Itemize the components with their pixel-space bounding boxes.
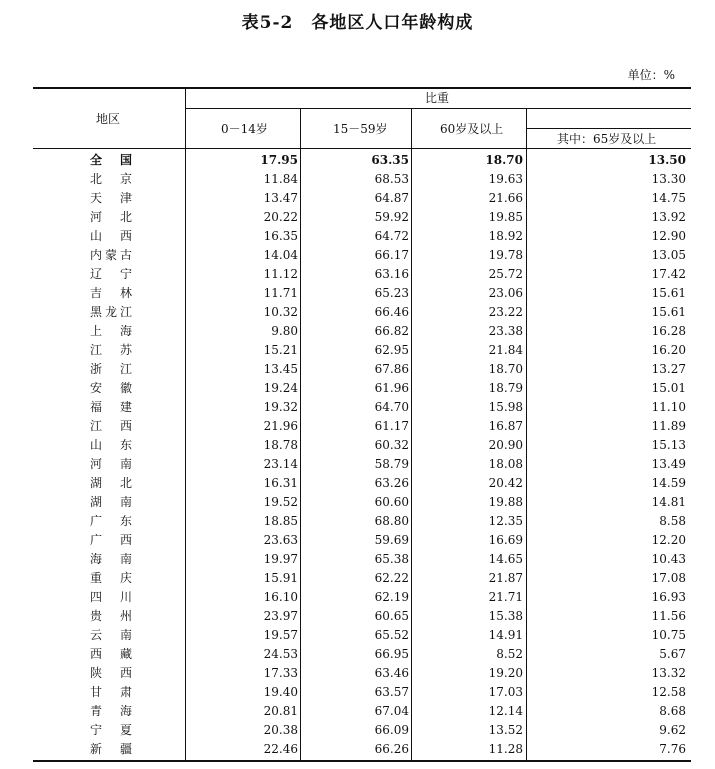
value-15-59: 60.65 xyxy=(374,609,409,623)
region-name: 上 海 xyxy=(90,324,132,338)
value-15-59: 63.35 xyxy=(371,153,409,167)
table-row xyxy=(0,341,715,360)
region-name: 天 津 xyxy=(90,191,132,205)
value-15-59: 66.17 xyxy=(374,248,409,262)
table-row xyxy=(0,398,715,417)
region-name: 山 西 xyxy=(90,229,132,243)
table-row xyxy=(0,360,715,379)
region-name: 宁 夏 xyxy=(90,723,132,737)
value-15-59: 66.09 xyxy=(374,723,409,737)
value-65-plus: 12.20 xyxy=(651,533,686,547)
value-60-plus: 23.38 xyxy=(488,324,523,338)
value-65-plus: 11.56 xyxy=(651,609,686,623)
table-row xyxy=(0,417,715,436)
region-name: 贵 州 xyxy=(90,609,132,623)
region-name: 云 南 xyxy=(90,628,132,642)
header-sub65-rule xyxy=(526,128,691,129)
value-65-plus: 14.59 xyxy=(651,476,686,490)
table-row xyxy=(0,512,715,531)
value-65-plus: 13.05 xyxy=(651,248,686,262)
value-0-14: 18.85 xyxy=(263,514,298,528)
value-15-59: 67.04 xyxy=(374,704,409,718)
table-top-rule xyxy=(33,87,691,89)
value-15-59: 63.16 xyxy=(374,267,409,281)
region-name: 内蒙古 xyxy=(90,248,132,262)
region-name: 安 徽 xyxy=(90,381,132,395)
region-name: 重 庆 xyxy=(90,571,132,585)
header-ratio: 比重 xyxy=(425,91,450,105)
header-15-59: 15－59岁 xyxy=(333,122,388,136)
value-65-plus: 5.67 xyxy=(659,647,686,661)
region-name: 陕 西 xyxy=(90,666,132,680)
value-65-plus: 13.30 xyxy=(651,172,686,186)
value-65-plus: 10.43 xyxy=(651,552,686,566)
header-0-14: 0－14岁 xyxy=(221,122,268,136)
value-60-plus: 19.63 xyxy=(488,172,523,186)
value-15-59: 66.82 xyxy=(374,324,409,338)
value-0-14: 11.71 xyxy=(263,286,298,300)
table-row xyxy=(0,189,715,208)
table-row xyxy=(0,683,715,702)
header-region: 地区 xyxy=(96,112,121,126)
value-15-59: 64.70 xyxy=(374,400,409,414)
value-60-plus: 18.92 xyxy=(488,229,523,243)
region-name: 湖 南 xyxy=(90,495,132,509)
value-65-plus: 10.75 xyxy=(651,628,686,642)
value-0-14: 14.04 xyxy=(263,248,298,262)
value-15-59: 58.79 xyxy=(374,457,409,471)
table-row xyxy=(0,645,715,664)
value-0-14: 20.22 xyxy=(263,210,298,224)
table-row xyxy=(0,455,715,474)
table-row xyxy=(0,569,715,588)
value-0-14: 21.96 xyxy=(263,419,298,433)
value-15-59: 66.95 xyxy=(374,647,409,661)
region-name: 广 西 xyxy=(90,533,132,547)
region-name: 海 南 xyxy=(90,552,132,566)
value-65-plus: 13.49 xyxy=(651,457,686,471)
value-65-plus: 15.61 xyxy=(651,305,686,319)
value-0-14: 9.80 xyxy=(271,324,298,338)
value-60-plus: 23.22 xyxy=(488,305,523,319)
value-65-plus: 11.89 xyxy=(651,419,686,433)
table-row xyxy=(0,170,715,189)
table-row xyxy=(0,626,715,645)
value-0-14: 19.57 xyxy=(263,628,298,642)
value-0-14: 15.91 xyxy=(263,571,298,585)
value-0-14: 13.45 xyxy=(263,362,298,376)
value-65-plus: 16.93 xyxy=(651,590,686,604)
value-60-plus: 19.85 xyxy=(488,210,523,224)
value-60-plus: 18.70 xyxy=(485,153,523,167)
region-name: 黑龙江 xyxy=(90,305,132,319)
value-0-14: 24.53 xyxy=(263,647,298,661)
table-row xyxy=(0,227,715,246)
value-15-59: 65.38 xyxy=(374,552,409,566)
value-15-59: 68.53 xyxy=(374,172,409,186)
header-subrule xyxy=(185,108,691,109)
value-60-plus: 18.08 xyxy=(488,457,523,471)
value-65-plus: 14.81 xyxy=(651,495,686,509)
value-65-plus: 11.10 xyxy=(651,400,686,414)
value-0-14: 20.38 xyxy=(263,723,298,737)
value-65-plus: 15.61 xyxy=(651,286,686,300)
table-row xyxy=(0,664,715,683)
value-15-59: 63.26 xyxy=(374,476,409,490)
value-60-plus: 19.20 xyxy=(488,666,523,680)
value-0-14: 19.52 xyxy=(263,495,298,509)
value-60-plus: 18.79 xyxy=(488,381,523,395)
table-row xyxy=(0,379,715,398)
table-bottom-rule xyxy=(33,760,691,762)
value-60-plus: 16.69 xyxy=(488,533,523,547)
value-65-plus: 16.28 xyxy=(651,324,686,338)
value-15-59: 65.23 xyxy=(374,286,409,300)
region-name: 辽 宁 xyxy=(90,267,132,281)
value-60-plus: 8.52 xyxy=(496,647,523,661)
value-0-14: 11.84 xyxy=(263,172,298,186)
value-15-59: 59.92 xyxy=(374,210,409,224)
table-row xyxy=(0,474,715,493)
table-row xyxy=(0,208,715,227)
value-0-14: 19.97 xyxy=(263,552,298,566)
value-0-14: 13.47 xyxy=(263,191,298,205)
value-15-59: 59.69 xyxy=(374,533,409,547)
value-0-14: 16.31 xyxy=(263,476,298,490)
value-0-14: 15.21 xyxy=(263,343,298,357)
value-65-plus: 15.13 xyxy=(651,438,686,452)
unit-label: 单位：% xyxy=(627,68,675,82)
table-row xyxy=(0,702,715,721)
value-60-plus: 21.87 xyxy=(488,571,523,585)
value-65-plus: 16.20 xyxy=(651,343,686,357)
value-65-plus: 13.32 xyxy=(651,666,686,680)
region-name: 福 建 xyxy=(90,400,132,414)
value-15-59: 62.95 xyxy=(374,343,409,357)
value-60-plus: 21.66 xyxy=(488,191,523,205)
value-0-14: 18.78 xyxy=(263,438,298,452)
value-15-59: 64.87 xyxy=(374,191,409,205)
table-row xyxy=(0,493,715,512)
table-row xyxy=(0,721,715,740)
value-15-59: 65.52 xyxy=(374,628,409,642)
value-65-plus: 17.42 xyxy=(651,267,686,281)
value-0-14: 16.35 xyxy=(263,229,298,243)
region-name: 新 疆 xyxy=(90,742,132,756)
value-0-14: 19.24 xyxy=(263,381,298,395)
table-body xyxy=(0,151,715,759)
value-65-plus: 15.01 xyxy=(651,381,686,395)
value-60-plus: 12.14 xyxy=(488,704,523,718)
region-name: 江 西 xyxy=(90,419,132,433)
region-name: 广 东 xyxy=(90,514,132,528)
value-0-14: 23.63 xyxy=(263,533,298,547)
value-0-14: 10.32 xyxy=(263,305,298,319)
value-60-plus: 11.28 xyxy=(488,742,523,756)
value-15-59: 61.96 xyxy=(374,381,409,395)
value-0-14: 22.46 xyxy=(263,742,298,756)
value-60-plus: 17.03 xyxy=(488,685,523,699)
value-15-59: 62.19 xyxy=(374,590,409,604)
region-name: 四 川 xyxy=(90,590,132,604)
header-60-plus: 60岁及以上 xyxy=(440,122,504,136)
value-15-59: 68.80 xyxy=(374,514,409,528)
table-row xyxy=(0,436,715,455)
region-name: 江 苏 xyxy=(90,343,132,357)
header-65-plus: 其中：65岁及以上 xyxy=(557,132,657,146)
value-65-plus: 13.27 xyxy=(651,362,686,376)
region-name: 浙 江 xyxy=(90,362,132,376)
value-0-14: 17.33 xyxy=(263,666,298,680)
value-60-plus: 15.98 xyxy=(488,400,523,414)
region-name: 湖 北 xyxy=(90,476,132,490)
value-15-59: 60.60 xyxy=(374,495,409,509)
value-15-59: 64.72 xyxy=(374,229,409,243)
value-0-14: 16.10 xyxy=(263,590,298,604)
value-60-plus: 20.90 xyxy=(488,438,523,452)
table-row xyxy=(0,550,715,569)
value-0-14: 11.12 xyxy=(263,267,298,281)
table-row xyxy=(0,740,715,759)
region-name: 河 南 xyxy=(90,457,132,471)
table-row xyxy=(0,284,715,303)
value-60-plus: 15.38 xyxy=(488,609,523,623)
value-65-plus: 17.08 xyxy=(651,571,686,585)
value-60-plus: 23.06 xyxy=(488,286,523,300)
value-15-59: 60.32 xyxy=(374,438,409,452)
value-15-59: 63.46 xyxy=(374,666,409,680)
region-name: 全 国 xyxy=(90,153,132,167)
value-0-14: 19.40 xyxy=(263,685,298,699)
region-name: 北 京 xyxy=(90,172,132,186)
value-0-14: 17.95 xyxy=(260,153,298,167)
value-60-plus: 25.72 xyxy=(488,267,523,281)
value-15-59: 67.86 xyxy=(374,362,409,376)
value-60-plus: 21.84 xyxy=(488,343,523,357)
table-row xyxy=(0,322,715,341)
value-0-14: 23.14 xyxy=(263,457,298,471)
value-60-plus: 12.35 xyxy=(488,514,523,528)
value-65-plus: 12.90 xyxy=(651,229,686,243)
table-row xyxy=(0,151,715,170)
value-65-plus: 13.92 xyxy=(651,210,686,224)
value-60-plus: 13.52 xyxy=(488,723,523,737)
value-65-plus: 8.68 xyxy=(659,704,686,718)
value-0-14: 23.97 xyxy=(263,609,298,623)
value-15-59: 66.26 xyxy=(374,742,409,756)
table-row xyxy=(0,303,715,322)
value-60-plus: 21.71 xyxy=(488,590,523,604)
value-0-14: 20.81 xyxy=(263,704,298,718)
table-row xyxy=(0,265,715,284)
region-name: 河 北 xyxy=(90,210,132,224)
value-15-59: 63.57 xyxy=(374,685,409,699)
value-15-59: 62.22 xyxy=(374,571,409,585)
value-65-plus: 8.58 xyxy=(659,514,686,528)
value-65-plus: 7.76 xyxy=(659,742,686,756)
value-60-plus: 19.78 xyxy=(488,248,523,262)
region-name: 甘 肃 xyxy=(90,685,132,699)
value-60-plus: 16.87 xyxy=(488,419,523,433)
value-65-plus: 12.58 xyxy=(651,685,686,699)
table-row xyxy=(0,246,715,265)
value-0-14: 19.32 xyxy=(263,400,298,414)
value-60-plus: 19.88 xyxy=(488,495,523,509)
value-65-plus: 14.75 xyxy=(651,191,686,205)
table-row xyxy=(0,607,715,626)
value-65-plus: 13.50 xyxy=(648,153,686,167)
table-row xyxy=(0,588,715,607)
value-15-59: 61.17 xyxy=(374,419,409,433)
value-60-plus: 14.91 xyxy=(488,628,523,642)
region-name: 青 海 xyxy=(90,704,132,718)
region-name: 西 藏 xyxy=(90,647,132,661)
value-60-plus: 20.42 xyxy=(488,476,523,490)
header-bottom-rule xyxy=(33,148,691,149)
region-name: 吉 林 xyxy=(90,286,132,300)
table-row xyxy=(0,531,715,550)
value-65-plus: 9.62 xyxy=(659,723,686,737)
value-60-plus: 18.70 xyxy=(488,362,523,376)
page-title: 表5-2 各地区人口年龄构成 xyxy=(241,13,474,33)
value-15-59: 66.46 xyxy=(374,305,409,319)
region-name: 山 东 xyxy=(90,438,132,452)
value-60-plus: 14.65 xyxy=(488,552,523,566)
